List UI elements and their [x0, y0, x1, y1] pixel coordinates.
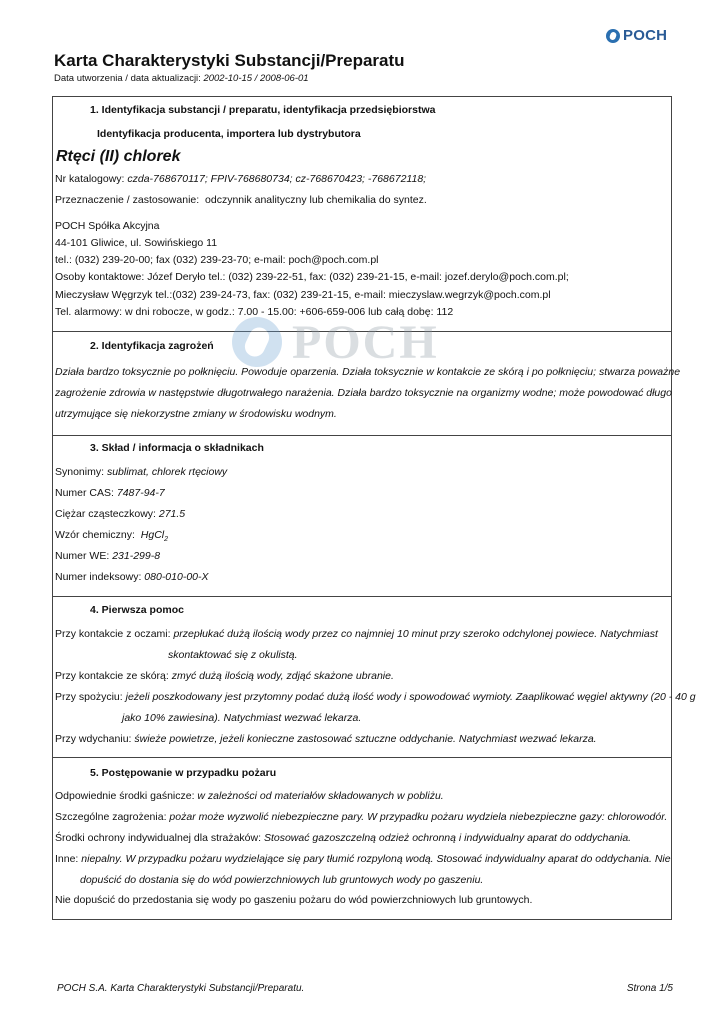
watermark-logo-icon	[232, 317, 282, 367]
mass-value: 271.5	[158, 508, 186, 520]
cas-number	[55, 487, 165, 499]
other-label: Inne:	[55, 853, 79, 865]
water-runoff-note: Nie dopuścić do przedostania się wody po gaszeniu pożaru do wód powierzchniowych lub gruntowych.	[55, 894, 533, 906]
emergency-phone: Tel. alarmowy: w dni robocze, w godz.: 7.00 - 15.00: +606-659-006 lub całą dobę: 112	[55, 306, 454, 318]
use-value: odczynnik analityczny lub chemikalia do syntez.	[205, 194, 427, 206]
contact-persons-1: Osoby kontaktowe: Józef Deryło tel.: (032) 239-22-51, fax: (032) 239-21-15, e-mail: jozef.derylo@poch.com.pl;	[55, 271, 569, 283]
company-address: 44-101 Gliwice, ul. Sowińskiego 11	[55, 237, 218, 249]
catalog-number	[55, 173, 426, 185]
synonyms-label: Synonimy:	[55, 466, 105, 478]
watermark-text: POCH	[292, 315, 439, 369]
synonyms-value: sublimat, chlorek rtęciowy	[106, 466, 228, 478]
hazards-label: Szczególne zagrożenia:	[55, 811, 167, 823]
synonyms	[55, 466, 227, 478]
company-logo	[606, 27, 667, 44]
formula-value	[140, 529, 169, 544]
section-1-heading: 1. Identyfikacja substancji / preparatu, identyfikacja przedsiębiorstwa	[90, 104, 436, 116]
section-1-subheading: Identyfikacja producenta, importera lub dystrybutora	[97, 128, 361, 140]
poch-watermark	[232, 313, 498, 371]
poch-logo-icon	[606, 29, 620, 43]
company-name: POCH Spółka Akcyjna	[55, 220, 160, 232]
ec-number	[55, 550, 160, 562]
formula-label: Wzór chemiczny:	[55, 529, 135, 541]
other-value: niepalny. W przypadku pożaru wydzielające się pary tłumić rozpyloną wodą. Stosować indywidualny aparat do oddychania. Nie	[81, 853, 671, 865]
inhalation-value: świeże powietrze, jeżeli konieczne zastosować sztuczne oddychanie. Natychmiast wezwać lekarza.	[134, 733, 597, 745]
eyes-value: przepłukać dużą ilością wody przez co najmniej 10 minut przy szeroko odchylonej powiece. Natychmiast	[173, 628, 658, 640]
cas-label: Numer CAS:	[55, 487, 114, 499]
special-hazards	[55, 811, 667, 823]
extinguishing-media	[55, 790, 444, 802]
use-label: Przeznaczenie / zastosowanie:	[55, 194, 200, 206]
first-aid-eyes	[55, 628, 658, 640]
formula-subscript: 2	[164, 536, 169, 544]
molecular-weight	[55, 508, 185, 520]
section-4-heading: 4. Pierwsza pomoc	[90, 604, 184, 616]
mass-label: Ciężar cząsteczkowy:	[55, 508, 156, 520]
eyes-label: Przy kontakcie z oczami:	[55, 628, 171, 640]
first-aid-skin	[55, 670, 394, 682]
other-value-cont: dopuścić do dostania się do wód powierzchniowych lub gruntowych wody po gaszeniu.	[80, 874, 484, 886]
cas-value: 7487-94-7	[116, 487, 165, 499]
ingestion-value-cont: jako 10% zawiesina). Natychmiast wezwać lekarza.	[122, 712, 362, 724]
hazards-line-1: Działa bardzo toksycznie po połknięciu. Powoduje oparzenia. Działa toksycznie w kontakcie ze skórą i po połknięciu; stwarza poważne	[55, 366, 681, 378]
first-aid-inhalation	[55, 733, 597, 745]
ppe-label: Środki ochrony indywidualnej dla strażaków:	[55, 832, 262, 844]
section-5-heading: 5. Postępowanie w przypadku pożaru	[90, 767, 277, 779]
formula-main: HgCl	[140, 529, 165, 541]
footer-page-number: Strona 1/5	[626, 983, 673, 994]
inhalation-label: Przy wdychaniu:	[55, 733, 132, 745]
hazards-value: pożar może wyzwolić niebezpieczne pary. W przypadku pożaru wydziela niebezpieczne gazy: chlorowodór.	[169, 811, 668, 823]
ppe-value: Stosować gazoszczelną odzież ochronną i indywidualny aparat do oddychania.	[263, 832, 632, 844]
index-value: 080-010-00-X	[144, 571, 209, 583]
intended-use	[55, 194, 427, 206]
hazards-line-3: utrzymujące się niekorzystne zmiany w środowisku wodnym.	[55, 408, 337, 420]
extinguish-label: Odpowiednie środki gaśnicze:	[55, 790, 195, 802]
catalog-value: czda-768670117; FPIV-768680734; cz-768670423; -768672118;	[127, 173, 427, 185]
company-phones: tel.: (032) 239-20-00; fax (032) 239-23-70; e-mail: poch@poch.com.pl	[55, 254, 379, 266]
firefighter-ppe	[55, 832, 631, 844]
chemical-formula	[55, 529, 168, 543]
first-aid-ingestion	[55, 691, 696, 703]
skin-label: Przy kontakcie ze skórą:	[55, 670, 169, 682]
contact-persons-2: Mieczysław Węgrzyk tel.:(032) 239-24-73, fax: (032) 239-21-15, e-mail: mieczyslaw.wegrzyk@poch.com.pl	[55, 289, 551, 301]
section-3-heading: 3. Skład / informacja o składnikach	[90, 442, 264, 454]
footer-document-name: POCH S.A. Karta Charakterystyki Substancji/Preparatu.	[57, 983, 305, 994]
skin-value: zmyć dużą ilością wody, zdjąć skażone ubranie.	[171, 670, 394, 682]
ingestion-label: Przy spożyciu:	[55, 691, 123, 703]
logo-text: POCH	[623, 27, 668, 44]
substance-name: Rtęci (II) chlorek	[56, 148, 181, 165]
we-label: Numer WE:	[55, 550, 110, 562]
extinguish-value: w zależności od materiałów składowanych w pobliżu.	[197, 790, 444, 802]
ingestion-value: jeżeli poszkodowany jest przytomny podać dużą ilość wody i spowodować wymioty. Zaaplikować węgiel aktywny (20 - 40 g	[125, 691, 696, 703]
index-number	[55, 571, 209, 583]
document-dates	[54, 73, 309, 84]
dates-value: 2002-10-15 / 2008-06-01	[203, 73, 309, 84]
catalog-label: Nr katalogowy:	[55, 173, 125, 185]
section-2-heading: 2. Identyfikacja zagrożeń	[90, 340, 214, 352]
we-value: 231-299-8	[112, 550, 161, 562]
dates-label: Data utworzenia / data aktualizacji:	[54, 73, 201, 84]
eyes-value-cont: skontaktować się z okulistą.	[168, 649, 298, 661]
document-title: Karta Charakterystyki Substancji/Preparatu	[54, 51, 405, 70]
hazards-line-2: zagrożenie zdrowia w następstwie długotrwałego narażenia. Działa bardzo toksycznie na organizmy wodne; może powodować długo	[55, 387, 672, 399]
index-label: Numer indeksowy:	[55, 571, 142, 583]
other-info	[55, 853, 671, 865]
